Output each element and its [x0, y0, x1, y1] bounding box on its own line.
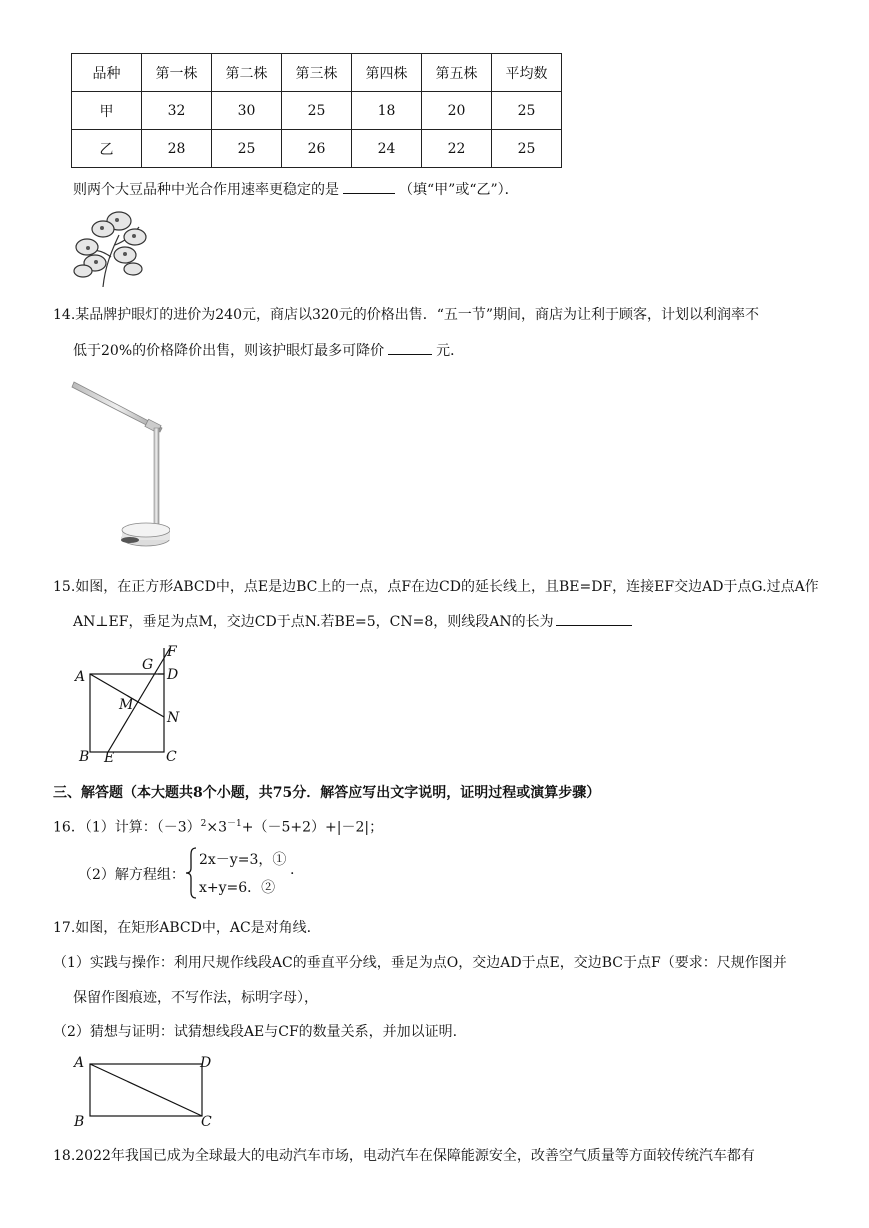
q16-part1-suffix: +（－5+2）+|－2|； — [241, 819, 384, 836]
q17-part1-line1: （1）实践与操作：利用尺规作线段AC的垂直平分线，垂足为点O，交边AD于点E，交边BC于点F（要求：尺规作图并 — [53, 955, 787, 971]
square-figure — [70, 640, 190, 765]
table-header-cell: 平均数 — [492, 54, 562, 92]
table-cell: 24 — [352, 130, 422, 168]
table-cell: 25 — [282, 92, 352, 130]
table-cell: 30 — [212, 92, 282, 130]
label-E: E — [104, 750, 115, 765]
table-header-row — [72, 54, 562, 92]
table-cell: 乙 — [72, 130, 142, 168]
table-header-cell: 第二株 — [212, 54, 282, 92]
q15-line1: 15.如图，在正方形ABCD中，点E是边BC上的一点，点F在边CD的延长线上，且BE=DF，连接EF交边AD于点G.过点A作 — [53, 579, 819, 595]
label-D: D — [200, 1055, 212, 1071]
table-cell: 22 — [422, 130, 492, 168]
table-cell: 25 — [492, 92, 562, 130]
label-N: N — [167, 710, 180, 726]
q14-line2 — [73, 340, 464, 360]
table-cell: 25 — [492, 130, 562, 168]
table-cell: 28 — [142, 130, 212, 168]
label-B: B — [74, 1114, 85, 1130]
label-A: A — [74, 1055, 85, 1071]
table-header-cell: 品种 — [72, 54, 142, 92]
q13-text-before: 则两个大豆品种中光合作用速率更稳定的是 — [73, 182, 339, 198]
q16-part1-prefix: 16．（1）计算：（－3） — [53, 819, 201, 836]
q17-part2: （2）猜想与证明：试猜想线段AE与CF的数量关系，并加以证明. — [53, 1024, 458, 1040]
q15-text: AN⊥EF，垂足为点M，交边CD于点N.若BE=5，CN=8，则线段AN的长为 — [73, 614, 554, 630]
q16-exponent-1: 2 — [200, 819, 207, 829]
q14-text-after: 元． — [436, 343, 465, 359]
q17-intro: 17.如图，在矩形ABCD中，AC是对角线. — [53, 920, 312, 936]
system-brace — [184, 846, 198, 900]
q17-part1-line2: 保留作图痕迹，不写作法，标明字母）， — [73, 990, 318, 1006]
table-cell: 26 — [282, 130, 352, 168]
q18-line1: 18.2022年我国已成为全球最大的电动汽车市场，电动汽车在保障能源安全，改善空气质量等方面较传统汽车都有 — [53, 1148, 755, 1164]
q16-part1 — [53, 816, 383, 837]
table-row — [72, 92, 562, 130]
table-cell: 32 — [142, 92, 212, 130]
label-C: C — [166, 749, 177, 765]
answer-blank[interactable] — [556, 613, 632, 626]
label-G: G — [142, 657, 154, 673]
label-M: M — [119, 697, 134, 713]
section-heading: 三、解答题（本大题共8个小题，共75分．解答应写出文字说明，证明过程或演算步骤） — [53, 785, 601, 801]
table-header-cell: 第四株 — [352, 54, 422, 92]
equation-end: . — [290, 862, 295, 878]
soybean-plant-image — [73, 207, 151, 289]
soybean-data-table — [71, 53, 562, 168]
answer-blank[interactable] — [343, 181, 395, 194]
q16-exponent-2: －1 — [227, 819, 242, 829]
table-header-cell: 第一株 — [142, 54, 212, 92]
table-header-cell: 第三株 — [282, 54, 352, 92]
label-F: F — [167, 644, 177, 660]
label-D: D — [167, 667, 179, 683]
q14-line1: 14.某品牌护眼灯的进价为240元，商店以320元的价格出售．“五一节”期间，商店为让利于顾客，计划以利润率不 — [53, 307, 760, 323]
equation-2: x+y=6．② — [199, 880, 276, 896]
label-A: A — [75, 669, 86, 685]
q13-text-after: （填“甲”或“乙”）． — [399, 182, 519, 198]
q15-line2 — [73, 611, 636, 631]
label-B: B — [79, 749, 90, 765]
desk-lamp-image — [70, 378, 170, 553]
q16-part2-prefix: （2）解方程组： — [78, 867, 185, 883]
rectangle-figure — [70, 1050, 220, 1130]
table-cell: 25 — [212, 130, 282, 168]
table-cell: 20 — [422, 92, 492, 130]
q13-sentence — [73, 179, 519, 199]
table-cell: 18 — [352, 92, 422, 130]
equation-1: 2x－y=3，① — [199, 852, 287, 868]
table-header-cell: 第五株 — [422, 54, 492, 92]
q16-part1-mid: ×3 — [206, 819, 228, 836]
label-C: C — [201, 1114, 212, 1130]
q14-text-before: 低于20%的价格降价出售，则该护眼灯最多可降价 — [73, 343, 385, 359]
table-row — [72, 130, 562, 168]
table-cell: 甲 — [72, 92, 142, 130]
answer-blank[interactable] — [388, 342, 432, 355]
